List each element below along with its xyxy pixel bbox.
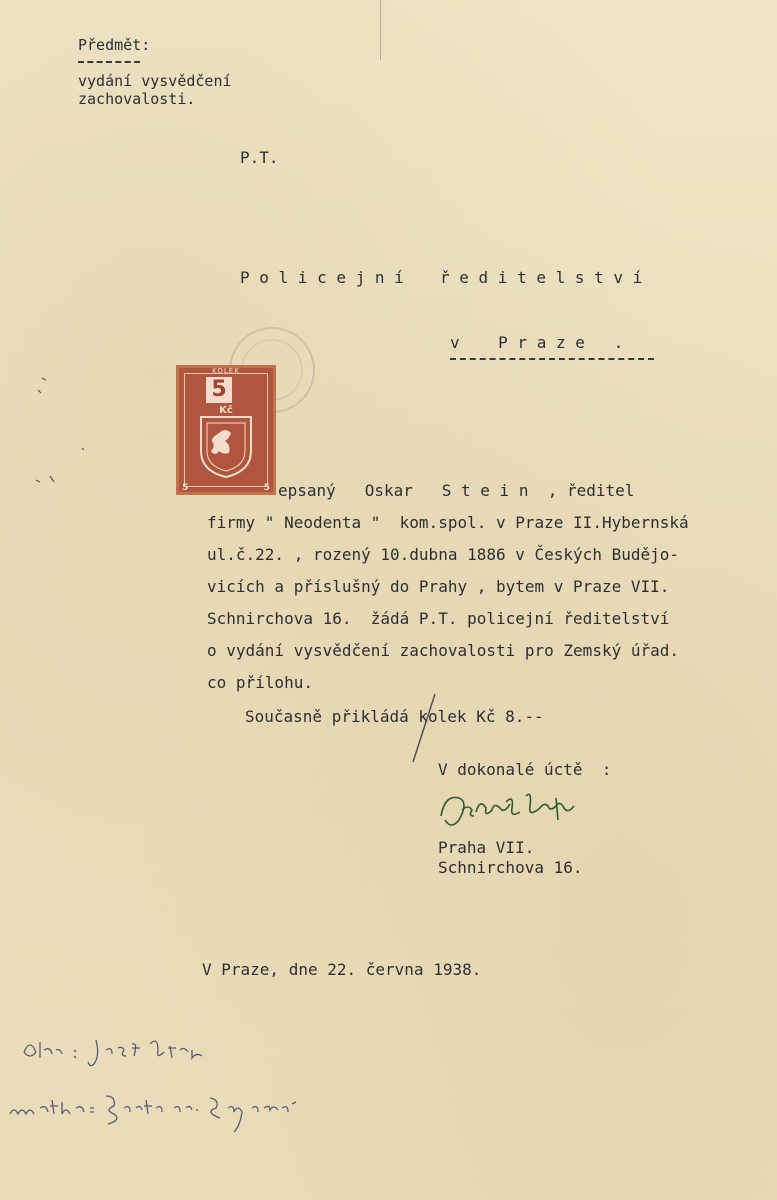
stamp-corner-right: 5 — [263, 483, 270, 493]
closing-respect: V dokonalé úctě : — [438, 760, 612, 779]
body-line-4: vicích a příslušný do Prahy , bytem v Praze VII. — [207, 577, 670, 596]
body-line-6: o vydání vysvědčení zachovalosti pro Zemský úřad. — [207, 641, 680, 660]
body-line-7: co přílohu. — [207, 673, 313, 692]
stamp-emblem — [176, 411, 276, 481]
stamp-currency: Kč — [219, 405, 233, 416]
subject-line-1: vydání vysvědčení — [78, 72, 232, 90]
handwritten-mother-stroke — [6, 1082, 306, 1142]
stamp-top-text: KOLEK — [212, 367, 240, 375]
subject-line-2: zachovalosti. — [78, 90, 196, 108]
stamp-value: 5 — [206, 377, 232, 403]
subject-label: Předmět: — [78, 36, 151, 54]
addressee-line-1b: ř e d i t e l s t v í — [440, 268, 643, 287]
addressee-line-2: v P r a z e . — [450, 333, 624, 352]
handwritten-father-stroke — [20, 1030, 220, 1070]
signature-stroke — [436, 786, 606, 836]
signature — [436, 786, 606, 840]
body-line-1: epsaný Oskar S t e i n , ředitel — [278, 481, 635, 500]
addressee-underline — [450, 358, 654, 360]
stray-marks — [30, 360, 110, 500]
body-line-3: ul.č.22. , rozený 10.dubna 1886 v Českých Budějo- — [207, 545, 680, 564]
pencil-slash-mark — [405, 690, 445, 770]
date-line: V Praze, dne 22. června 1938. — [202, 960, 482, 979]
body-line-2: firmy " Neodenta " kom.spol. v Praze II.Hybernská — [207, 513, 689, 532]
closing-address-1: Praha VII. — [438, 838, 535, 857]
closing-address-2: Schnirchova 16. — [438, 858, 583, 877]
fold-mark — [380, 0, 381, 60]
salutation: P.T. — [240, 148, 279, 167]
revenue-stamp — [176, 365, 276, 495]
body-line-5: Schnirchova 16. žádá P.T. policejní ředitelství — [207, 609, 670, 628]
handwritten-mother — [6, 1082, 306, 1146]
stamp-corner-left: 5 — [182, 483, 189, 493]
body-line-8: Současně přikládá kolek Kč 8.-- — [245, 707, 544, 726]
subject-underline — [78, 61, 140, 63]
lion-emblem-icon — [191, 411, 261, 481]
addressee-line-1a: P o l i c e j n í — [240, 268, 404, 287]
handwritten-father — [20, 1030, 220, 1074]
